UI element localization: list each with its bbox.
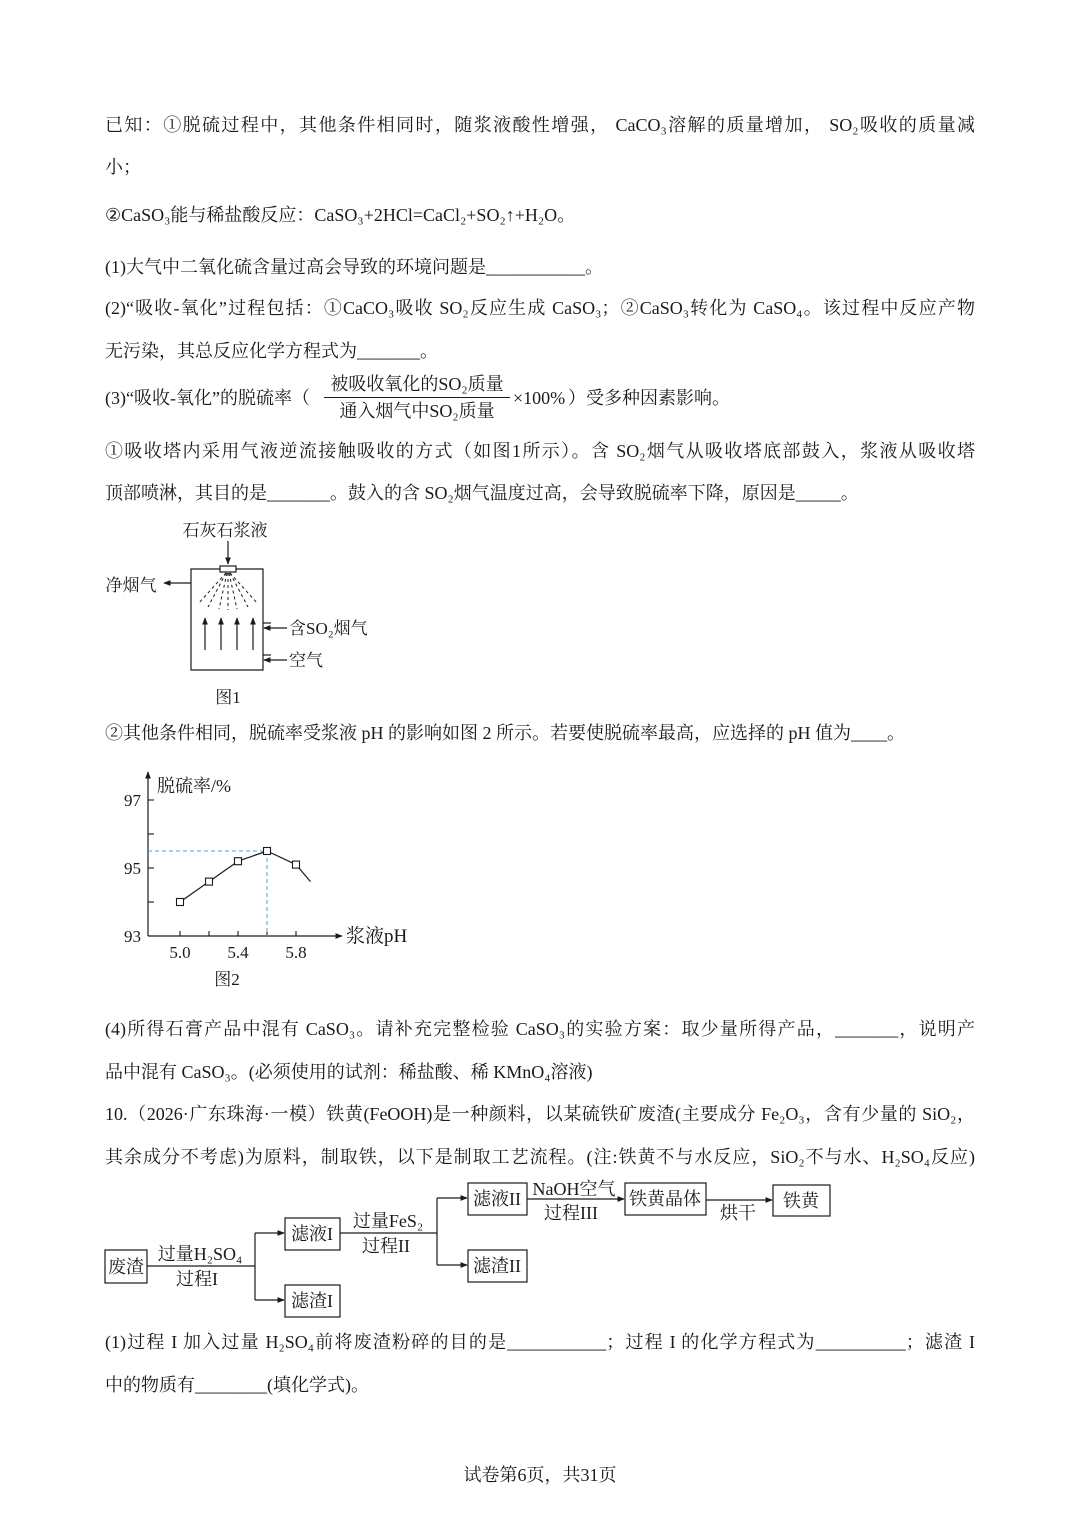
reagent-2-label: 过量FeS₂	[352, 1211, 424, 1231]
reagent-1-label: 过量H₂SO₄	[157, 1244, 243, 1264]
crystal-label: 铁黄晶体	[629, 1189, 701, 1209]
question-4-line-1: (4)所得石膏产品中混有 CaSO₃。请补充完整检验 CaSO₃的实验方案：取少量所得产品，_______，说明产	[105, 1019, 975, 1039]
x-tick-label: 5.0	[169, 943, 191, 962]
air-label: 空气	[289, 651, 323, 670]
question-10-line-2: 其余成分不考虑)为原料，制取铁，以下是制取工艺流程。(注:铁黄不与水反应，SiO₂不与水、H₂SO₄反应)	[105, 1147, 975, 1167]
fraction-numerator: 被吸收氧化的SO₂质量	[330, 374, 504, 394]
data-point	[235, 858, 242, 865]
spray-nozzle	[220, 566, 236, 572]
figure-1-absorption-tower	[95, 515, 385, 710]
fraction-denominator: 通入烟气中SO₂质量	[339, 401, 495, 421]
clean-gas-label: 净烟气	[105, 576, 157, 595]
figure-2-chart	[100, 760, 440, 1000]
figure-2-caption: 图2	[214, 970, 240, 989]
series-line	[180, 851, 311, 902]
known-line-2: 小；	[105, 157, 141, 177]
y-tick-label: 93	[124, 927, 141, 946]
question-3-prefix: (3)“吸收-氧化”的脱硫率（	[105, 388, 310, 408]
process-1-label: 过程I	[176, 1269, 218, 1289]
fraction-factor: ×100%	[513, 388, 566, 408]
process-flow-diagram	[100, 1175, 840, 1325]
axis-ticks	[148, 800, 296, 936]
known-line-3: ②CaSO₃能与稀盐酸反应：CaSO₃+2HCl=CaCl₂+SO₂↑+H₂O。	[105, 205, 576, 225]
spray-lines	[198, 573, 258, 610]
fraction-bar	[324, 397, 510, 398]
y-tick-label: 95	[124, 859, 141, 878]
x-tick-label: 5.4	[227, 943, 249, 962]
question-10-sub-1-line-2: 中的物质有________(填化学式)。	[105, 1375, 369, 1395]
data-point	[177, 899, 184, 906]
data-point	[206, 878, 213, 885]
process-2-label: 过程II	[362, 1236, 410, 1256]
y-tick-label: 97	[124, 791, 141, 810]
known-line-1: 已知：①脱硫过程中，其他条件相同时，随浆液酸性增强， CaCO₃溶解的质量增加， SO₂吸收的质量减	[105, 115, 975, 135]
drying-label: 烘干	[720, 1203, 756, 1223]
question-2-line-2: 无污染，其总反应化学方程式为_______。	[105, 341, 438, 361]
question-3-suffix: ）受多种因素影响。	[568, 388, 730, 408]
product-label: 铁黄	[783, 1191, 819, 1211]
data-point	[293, 861, 300, 868]
question-4-line-2: 品中混有 CaSO₃。(必须使用的试剂：稀盐酸、稀 KMnO₄溶液)	[105, 1062, 593, 1082]
tower-outline	[191, 569, 263, 670]
slurry-label: 石灰石浆液	[182, 521, 268, 540]
data-points	[177, 848, 300, 906]
residue-1-label: 滤渣I	[291, 1291, 333, 1311]
residue-2-label: 滤渣II	[473, 1256, 521, 1276]
question-10-line-1: 10.（2026·广东珠海·一模）铁黄(FeOOH)是一种颜料，以某硫铁矿废渣(主要成分 Fe₂O₃，含有少量的 SiO₂，	[105, 1104, 975, 1124]
x-tick-label: 5.8	[285, 943, 307, 962]
process-3-label: 过程III	[544, 1203, 598, 1223]
gas-flow-arrows	[205, 618, 253, 650]
y-axis-title: 脱硫率/%	[157, 776, 231, 796]
desulfurization-fraction	[322, 372, 512, 423]
data-point	[264, 848, 271, 855]
x-axis-title: 浆液pH	[346, 926, 408, 947]
filtrate-2-label: 滤液II	[473, 1189, 521, 1209]
reagent-3-label: NaOH空气	[532, 1179, 616, 1199]
figure-1-caption: 图1	[215, 688, 241, 707]
filtrate-1-label: 滤液I	[291, 1224, 333, 1244]
question-3-part1-line-2: 顶部喷淋，其目的是_______。鼓入的含 SO₂烟气温度过高，会导致脱硫率下降，原因是_____。	[105, 483, 859, 503]
question-10-sub-1-line-1: (1)过程 I 加入过量 H₂SO₄前将废渣粉碎的目的是___________；过程 I 的化学方程式为__________；滤渣 I	[105, 1332, 975, 1352]
so2-gas-label: 含SO₂烟气	[289, 619, 368, 638]
question-1: (1)大气中二氧化硫含量过高会导致的环境问题是___________。	[105, 257, 603, 277]
question-3-part1-line-1: ①吸收塔内采用气液逆流接触吸收的方式（如图1所示）。含 SO₂烟气从吸收塔底部鼓入，浆液从吸收塔	[105, 441, 975, 461]
waste-label: 废渣	[108, 1257, 144, 1277]
page-footer: 试卷第6页，共31页	[463, 1465, 617, 1485]
question-3-part2: ②其他条件相同，脱硫率受浆液 pH 的影响如图 2 所示。若要使脱硫率最高，应选择的 pH 值为____。	[105, 723, 905, 743]
question-2-line-1: (2)“吸收-氧化”过程包括：①CaCO₃吸收 SO₂反应生成 CaSO₃；②CaSO₃转化为 CaSO₄。该过程中反应产物	[105, 298, 975, 318]
